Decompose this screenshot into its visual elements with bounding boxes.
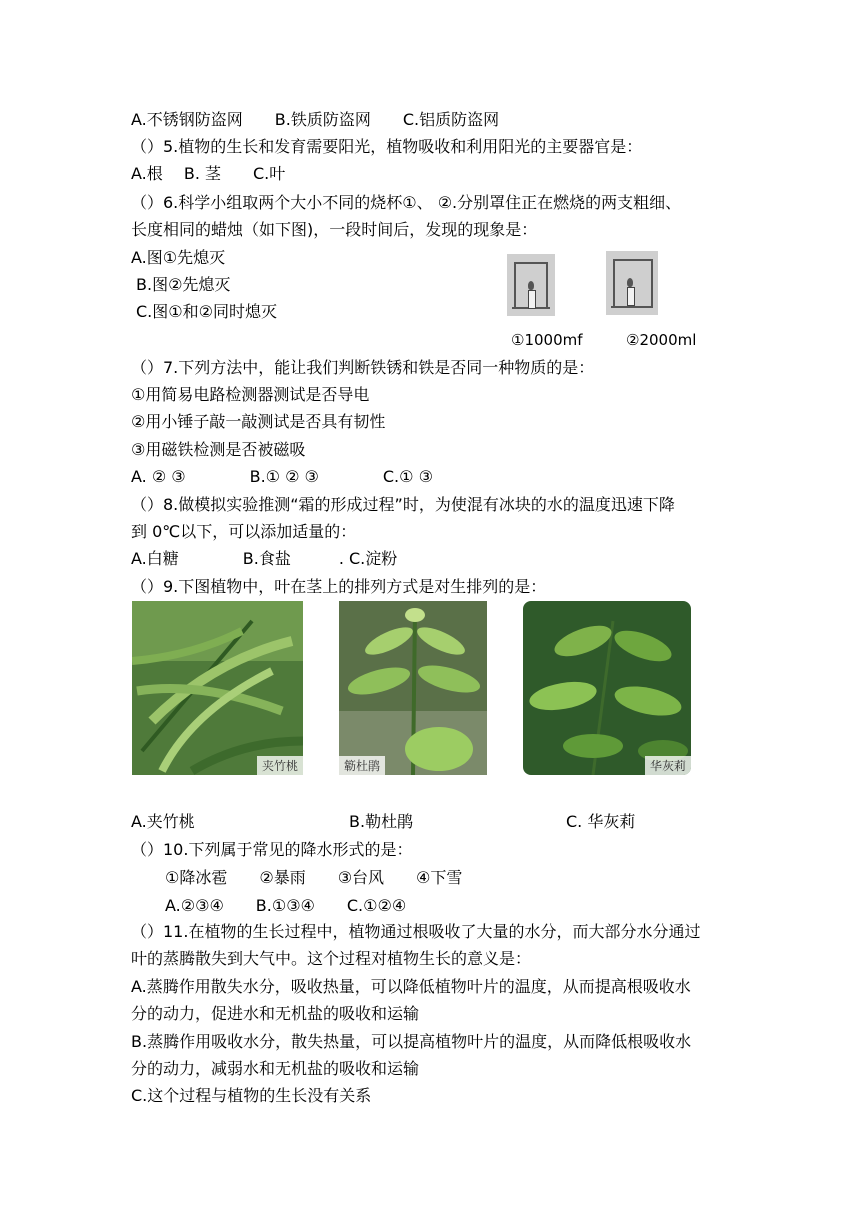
q7-options: A. ② ③ B.① ② ③ C.① ③: [131, 467, 433, 486]
photo-bougainvillea: [339, 601, 487, 775]
q7-method-3: ③用磁铁检测是否被磁吸: [131, 440, 306, 459]
question-10: （）10.下列属于常见的降水形式的是：: [131, 840, 413, 859]
beaker-1-caption: ①1000mf: [511, 331, 583, 349]
beaker-2-figure: [606, 251, 658, 315]
candle-icon: [627, 287, 635, 306]
q11-option-c: C.这个过程与植物的生长没有关系: [131, 1086, 372, 1105]
question-5: （）5.植物的生长和发育需要阳光，植物吸收和利用阳光的主要器官是：: [131, 137, 643, 156]
q5-options: A.根 B. 茎 C.叶: [131, 164, 286, 183]
q10-items: ①降冰雹 ②暴雨 ③台风 ④下雪: [165, 868, 463, 887]
q6-option-b: B.图②先熄灭: [136, 275, 231, 294]
photo-oleander-label: 夹竹桃: [257, 756, 303, 775]
flame-icon: [627, 278, 633, 287]
q4-options: A.不锈钢防盗网 B.铁质防盗网 C.铝质防盗网: [131, 110, 500, 129]
question-8-line2: 到 0℃以下，可以添加适量的：: [131, 522, 357, 541]
q11-option-a-line1: A.蒸腾作用散失水分，吸收热量，可以降低植物叶片的温度，从而提高根吸收水: [131, 977, 691, 996]
photo-fagraea-label: 华灰莉: [645, 756, 691, 775]
q11-option-b-line2: 分的动力，减弱水和无机盐的吸收和运输: [131, 1059, 420, 1078]
question-9: （）9.下图植物中，叶在茎上的排列方式是对生排列的是：: [131, 577, 547, 596]
beaker-1-figure: [507, 254, 555, 316]
candle-icon: [528, 290, 536, 309]
flame-icon: [528, 281, 534, 290]
q10-options: A.②③④ B.①③④ C.①②④: [165, 896, 407, 915]
photo-fagraea: [523, 601, 691, 775]
q9-option-b: B.勒杜鹃: [349, 812, 414, 831]
question-11-line2: 叶的蒸腾散失到大气中。这个过程对植物生长的意义是：: [131, 949, 532, 968]
question-11-line1: （）11.在植物的生长过程中，植物通过根吸收了大量的水分，而大部分水分通过: [131, 922, 701, 941]
photo-bougainvillea-label: 簕杜鹃: [339, 756, 385, 775]
q7-method-1: ①用简易电路检测器测试是否导电: [131, 385, 370, 404]
beaker-2-caption: ②2000ml: [626, 331, 697, 349]
q9-option-c: C. 华灰莉: [566, 812, 636, 831]
question-7: （）7.下列方法中，能让我们判断铁锈和铁是否同一种物质的是：: [131, 358, 595, 377]
question-8-line1: （）8.做模拟实验推测“霜的形成过程”时，为使混有冰块的水的温度迅速下降: [131, 495, 675, 514]
q7-method-2: ②用小锤子敲一敲测试是否具有韧性: [131, 412, 386, 431]
q8-options: A.白糖 B.食盐 . C.淀粉: [131, 549, 398, 568]
q11-option-a-line2: 分的动力，促进水和无机盐的吸收和运输: [131, 1004, 420, 1023]
question-6-line1: （）6.科学小组取两个大小不同的烧杯①、 ②.分别罩住正在燃烧的两支粗细、: [131, 193, 682, 212]
question-6-line2: 长度相同的蜡烛（如下图)，一段时间后，发现的现象是：: [131, 220, 538, 239]
q11-option-b-line1: B.蒸腾作用吸收水分，散失热量，可以提高植物叶片的温度，从而降低根吸收水: [131, 1032, 692, 1051]
photo-oleander: [132, 601, 303, 775]
q9-option-a: A.夹竹桃: [131, 812, 195, 831]
q6-option-a: A.图①先熄灭: [131, 248, 226, 267]
q6-option-c: C.图①和②同时熄灭: [136, 302, 277, 321]
